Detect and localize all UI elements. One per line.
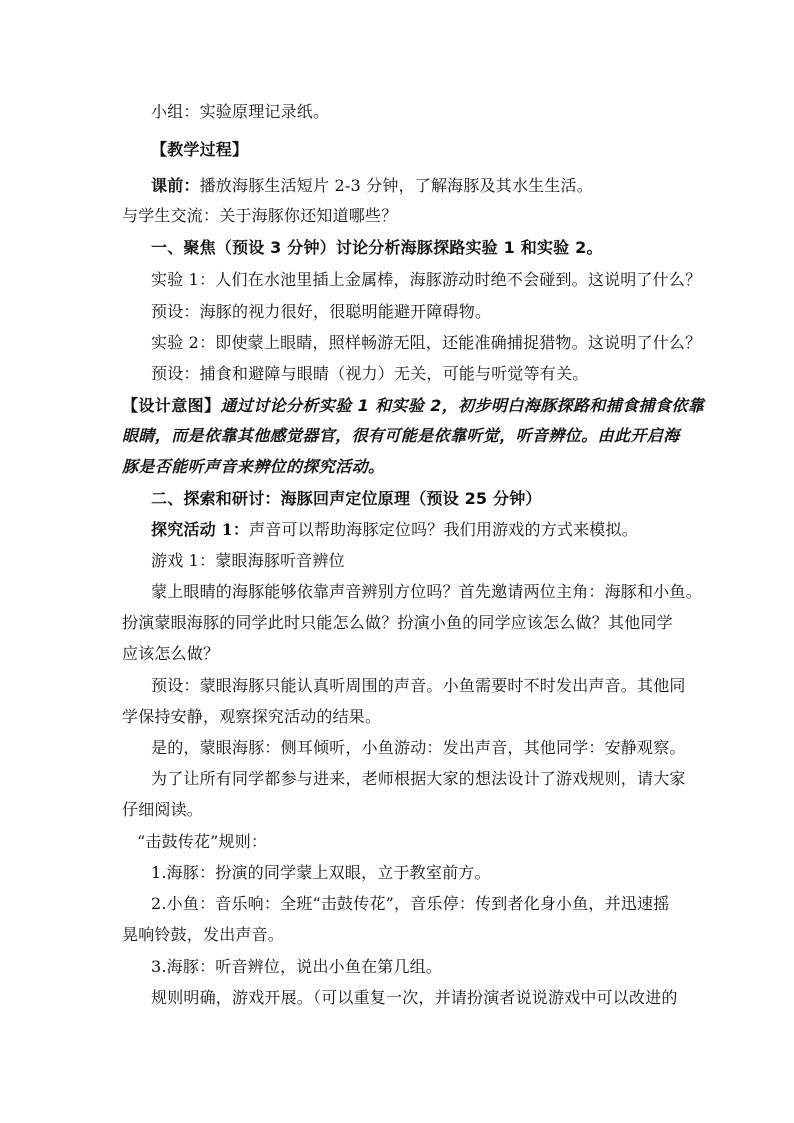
prediction-line: 预设：海豚的视力很好，很聪明能避开障碍物。 bbox=[151, 302, 492, 321]
design-intent-line: 眼睛，而是依靠其他感觉器官，很有可能是依靠听觉，听音辨位。由此开启海 bbox=[122, 426, 680, 445]
paragraph-line: 仔细阅读。 bbox=[122, 800, 204, 819]
section-heading-focus: 一、聚焦（预设 3 分钟）讨论分析海豚探路实验 1 和实验 2。 bbox=[151, 238, 603, 257]
activity-1-text: 声音可以帮助海豚定位吗？我们用游戏的方式来模拟。 bbox=[249, 520, 638, 539]
pre-class-label: 课前： bbox=[151, 176, 200, 195]
paragraph-line: 与学生交流：关于海豚你还知道哪些？ bbox=[122, 206, 398, 225]
activity-1-line bbox=[151, 520, 638, 540]
game-1-title: 游戏 1：蒙眼海豚听音辨位 bbox=[151, 551, 345, 570]
design-intent-line: 豚是否能听声音来辨位的探究活动。 bbox=[122, 457, 385, 476]
design-intent-label: 【设计意图】 bbox=[122, 396, 221, 415]
prediction-line: 预设：捕食和避障与眼睛（视力）无关，可能与听觉等有关。 bbox=[151, 364, 589, 383]
paragraph-line: 为了让所有同学都参与进来，老师根据大家的想法设计了游戏规则，请大家 bbox=[151, 769, 686, 788]
pre-class-line bbox=[151, 176, 593, 196]
paragraph-line: 扮演蒙眼海豚的同学此时只能怎么做？扮演小鱼的同学应该怎么做？其他同学 bbox=[122, 613, 673, 632]
activity-1-label: 探究活动 1： bbox=[151, 520, 250, 539]
paragraph-line: 规则明确，游戏开展。（可以重复一次，并请扮演者说说游戏中可以改进的 bbox=[151, 988, 678, 1007]
rule-item-3: 3.海豚：听音辨位，说出小鱼在第几组。 bbox=[151, 957, 443, 976]
design-intent-text: 通过讨论分析实验 1 和实验 2，初步明白海豚探路和捕食捕食依靠 bbox=[220, 396, 705, 415]
materials-line: 小组：实验原理记录纸。 bbox=[151, 102, 330, 121]
paragraph-line: 蒙上眼睛的海豚能够依靠声音辨别方位吗？首先邀请两位主角：海豚和小鱼。 bbox=[151, 582, 702, 601]
design-intent-line bbox=[122, 396, 704, 416]
rule-item-2: 2.小鱼：音乐响：全班“击鼓传花”，音乐停：传到者化身小鱼，并迅速摇 bbox=[151, 894, 670, 913]
rule-item-1: 1.海豚：扮演的同学蒙上双眼，立于教室前方。 bbox=[151, 863, 491, 882]
paragraph-line: 学保持安静，观察探究活动的结果。 bbox=[122, 707, 382, 726]
rule-item-2-continued: 晃响铃鼓，发出声音。 bbox=[122, 925, 285, 944]
section-heading-explore: 二、探索和研讨：海豚回声定位原理（预设 25 分钟） bbox=[151, 489, 542, 508]
rules-heading: “击鼓传花”规则： bbox=[137, 832, 268, 851]
section-heading-teaching-process: 【教学过程】 bbox=[151, 140, 249, 159]
paragraph-line: 应该怎么做？ bbox=[122, 644, 220, 663]
experiment-1-line: 实验 1：人们在水池里插上金属棒，海豚游动时绝不会碰到。这说明了什么？ bbox=[151, 270, 702, 289]
paragraph-line: 预设：蒙眼海豚只能认真听周围的声音。小鱼需要时不时发出声音。其他同 bbox=[151, 676, 686, 695]
paragraph-line: 是的，蒙眼海豚：侧耳倾听，小鱼游动：发出声音，其他同学：安静观察。 bbox=[151, 738, 686, 757]
experiment-2-line: 实验 2：即使蒙上眼睛，照样畅游无阻，还能准确捕捉猎物。这说明了什么？ bbox=[151, 333, 702, 352]
pre-class-text: 播放海豚生活短片 2-3 分钟，了解海豚及其水生生活。 bbox=[199, 176, 593, 195]
